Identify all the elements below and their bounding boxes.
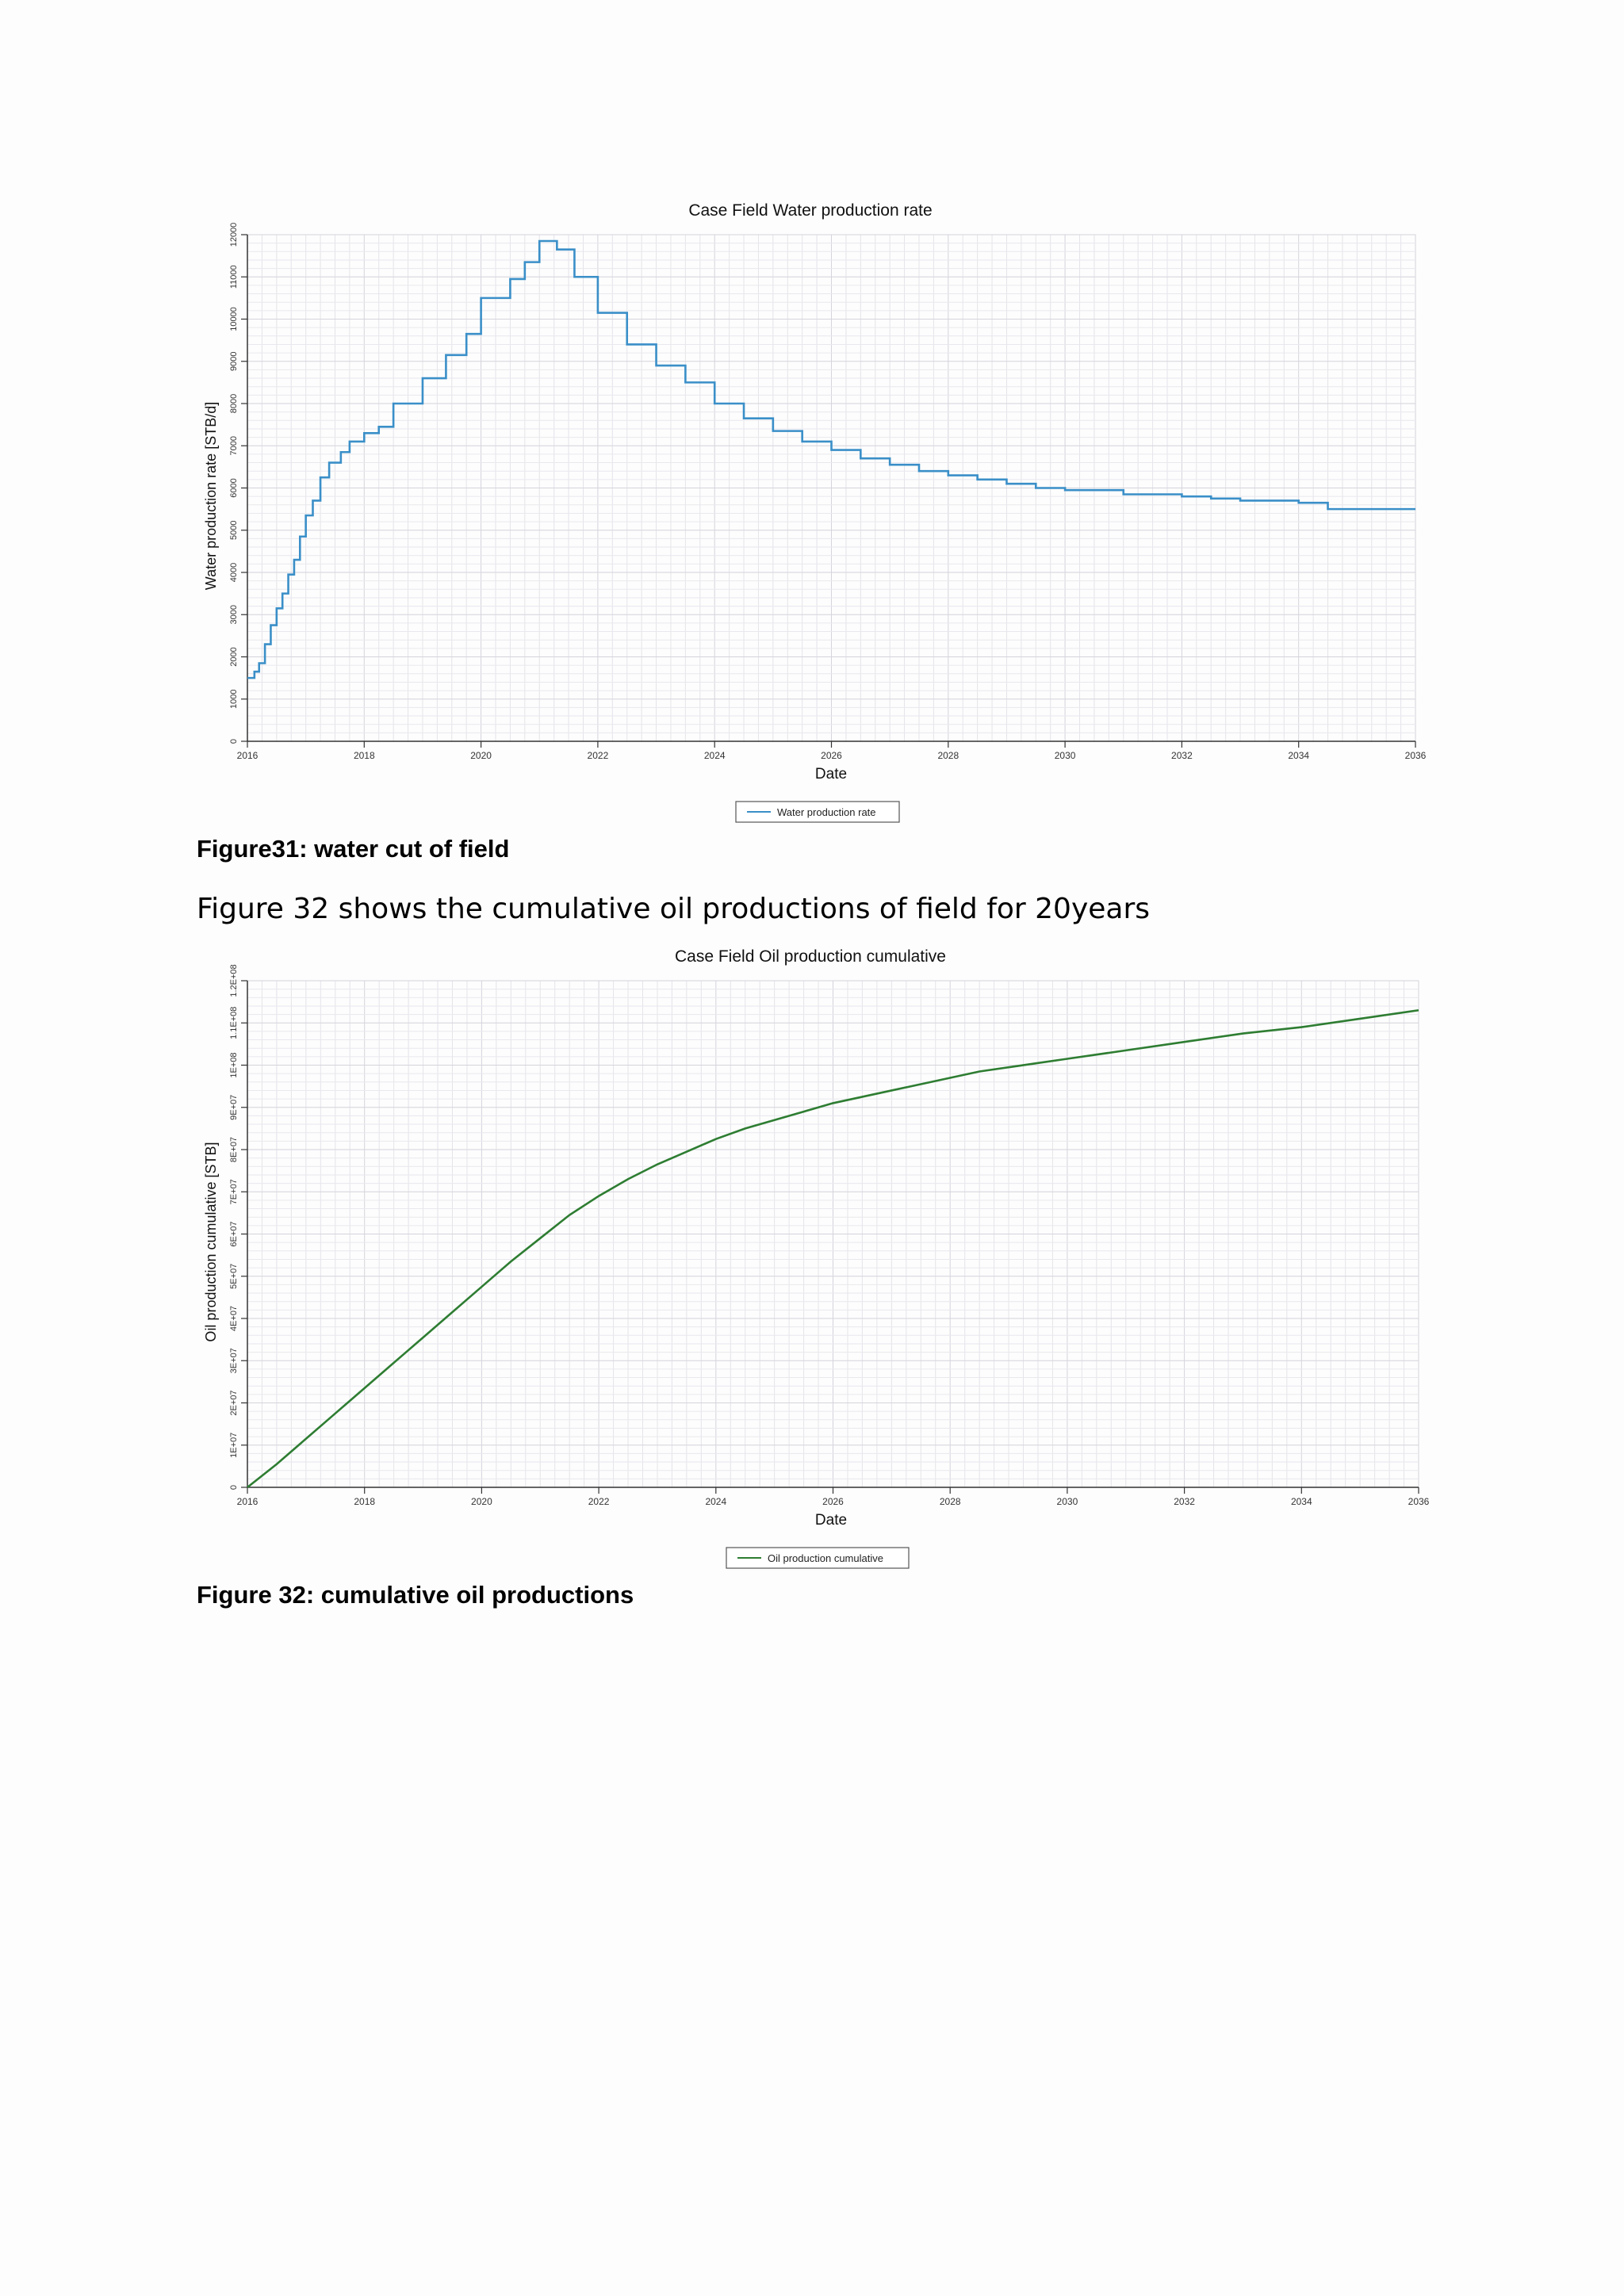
x-tick-label: 2026 bbox=[821, 750, 842, 761]
y-tick-label: 1.1E+08 bbox=[229, 1006, 239, 1039]
y-tick-label: 5000 bbox=[229, 520, 239, 540]
x-tick-label: 2036 bbox=[1408, 1496, 1430, 1507]
chart-title: Case Field Oil production cumulative bbox=[675, 947, 946, 966]
grid bbox=[247, 981, 1419, 1487]
y-tick-label: 4E+07 bbox=[229, 1305, 239, 1332]
y-tick-label: 1.2E+08 bbox=[229, 964, 239, 997]
x-tick-label: 2036 bbox=[1404, 750, 1427, 761]
chart-title: Case Field Water production rate bbox=[688, 201, 933, 220]
legend bbox=[736, 802, 899, 822]
y-tick-label: 3E+07 bbox=[229, 1348, 239, 1374]
legend bbox=[726, 1548, 909, 1568]
x-tick-label: 2022 bbox=[588, 1496, 610, 1507]
body-paragraph: Figure 32 shows the cumulative oil productions of field for 20years bbox=[197, 893, 1151, 925]
x-tick-label: 2034 bbox=[1290, 1496, 1312, 1507]
x-tick-label: 2020 bbox=[471, 1496, 492, 1507]
y-tick-label: 2E+07 bbox=[229, 1390, 239, 1416]
x-tick-label: 2024 bbox=[705, 1496, 727, 1507]
x-tick-label: 2034 bbox=[1288, 750, 1310, 761]
y-tick-label: 7000 bbox=[229, 436, 239, 456]
y-axis-label: Oil production cumulative [STB] bbox=[203, 1142, 219, 1342]
legend-label: Water production rate bbox=[777, 806, 876, 818]
x-tick-label: 2030 bbox=[1054, 750, 1076, 761]
y-tick-label: 6000 bbox=[229, 478, 239, 498]
y-tick-label: 11000 bbox=[229, 265, 239, 289]
y-axis-label: Water production rate [STB/d] bbox=[203, 401, 219, 591]
y-tick-label: 2000 bbox=[229, 647, 239, 667]
y-tick-label: 9E+07 bbox=[229, 1094, 239, 1120]
y-tick-label: 1E+07 bbox=[229, 1432, 239, 1458]
grid bbox=[247, 235, 1415, 741]
x-axis-label: Date bbox=[814, 766, 848, 783]
x-tick-label: 2022 bbox=[587, 750, 609, 761]
y-tick-label: 9000 bbox=[229, 351, 239, 371]
y-tick-label: 0 bbox=[229, 738, 239, 744]
y-tick-label: 12000 bbox=[229, 222, 239, 247]
y-tick-label: 8000 bbox=[229, 393, 239, 414]
y-tick-label: 6E+07 bbox=[229, 1221, 239, 1247]
y-tick-label: 4000 bbox=[229, 562, 239, 583]
x-tick-label: 2028 bbox=[937, 750, 959, 761]
y-tick-label: 10000 bbox=[229, 307, 239, 331]
legend-label: Oil production cumulative bbox=[768, 1552, 883, 1564]
y-tick-label: 1000 bbox=[229, 689, 239, 709]
x-tick-label: 2018 bbox=[353, 750, 375, 761]
x-tick-label: 2018 bbox=[354, 1496, 376, 1507]
x-tick-label: 2028 bbox=[939, 1496, 961, 1507]
y-tick-label: 0 bbox=[229, 1484, 239, 1490]
water-production-chart bbox=[0, 190, 1624, 832]
y-tick-label: 3000 bbox=[229, 605, 239, 625]
x-tick-label: 2016 bbox=[236, 1496, 259, 1507]
oil-cumulative-chart bbox=[0, 936, 1624, 1578]
x-axis-label: Date bbox=[814, 1512, 848, 1529]
y-tick-label: 5E+07 bbox=[229, 1263, 239, 1289]
x-tick-label: 2032 bbox=[1174, 1496, 1195, 1507]
figure31-caption: Figure31: water cut of field bbox=[197, 835, 510, 863]
y-tick-label: 8E+07 bbox=[229, 1136, 239, 1163]
figure32-caption: Figure 32: cumulative oil productions bbox=[197, 1581, 634, 1609]
x-tick-label: 2016 bbox=[236, 750, 259, 761]
x-tick-label: 2020 bbox=[470, 750, 492, 761]
x-tick-label: 2026 bbox=[822, 1496, 844, 1507]
x-tick-label: 2024 bbox=[703, 750, 726, 761]
x-tick-label: 2030 bbox=[1056, 1496, 1078, 1507]
x-tick-label: 2032 bbox=[1171, 750, 1193, 761]
y-tick-label: 1E+08 bbox=[229, 1052, 239, 1078]
y-tick-label: 7E+07 bbox=[229, 1179, 239, 1205]
